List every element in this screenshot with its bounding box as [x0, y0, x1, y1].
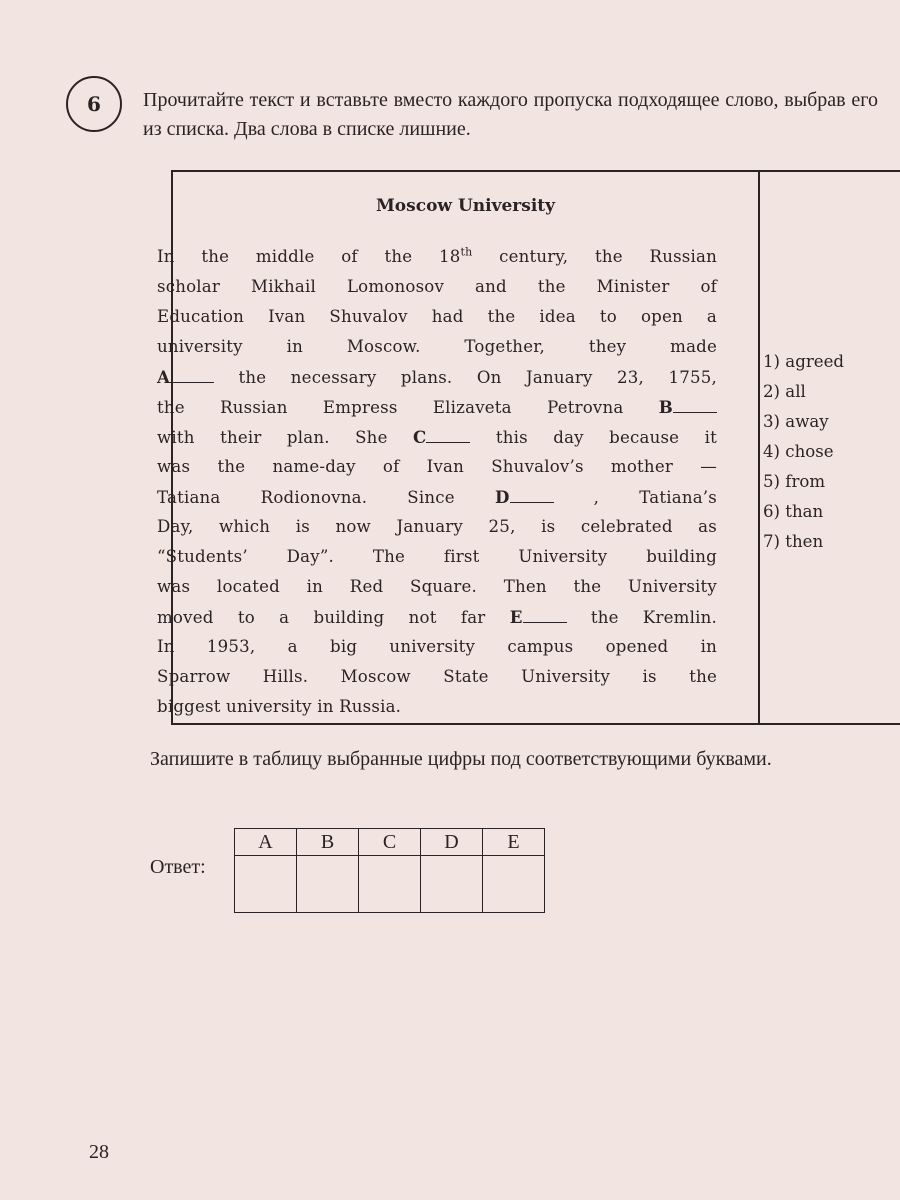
passage-line: [157, 692, 717, 722]
passage-line: [157, 422, 717, 452]
text-segment: moved to a building not far: [157, 608, 510, 627]
answer-column-header: A: [235, 829, 297, 856]
answer-column-header: C: [359, 829, 421, 856]
passage-line: [157, 662, 717, 692]
text-segment: this day because it: [470, 428, 717, 447]
answer-label: Ответ:: [150, 856, 206, 878]
word-list: [763, 347, 844, 557]
passage-text: [157, 242, 717, 722]
text-segment: biggest university in Russia.: [157, 697, 402, 716]
answer-cell[interactable]: [421, 856, 483, 913]
text-segment: the Kremlin.: [566, 608, 717, 627]
text-segment: century, the Russian: [472, 247, 717, 266]
passage-line: [157, 362, 717, 392]
text-segment: university in Moscow. Together, they made: [157, 337, 717, 356]
gap-letter: E: [509, 607, 523, 627]
passage-line: [157, 572, 717, 602]
passage-line: [157, 512, 717, 542]
passage-line: [157, 392, 717, 422]
gap-blank: [673, 396, 717, 413]
word-option: 3) away: [763, 412, 829, 431]
gap-blank: [523, 606, 567, 623]
passage-line: [157, 452, 717, 482]
page-number: 28: [89, 1141, 109, 1163]
answer-instruction: Запишите в таблицу выбранные цифры под соответствующими буквами.: [150, 748, 772, 770]
answer-cell[interactable]: [359, 856, 421, 913]
passage-line: [157, 542, 717, 572]
passage-line: [157, 332, 717, 362]
answer-column-header: D: [421, 829, 483, 856]
answer-cell[interactable]: [235, 856, 297, 913]
gap-letter: A: [157, 367, 171, 387]
passage-line: [157, 602, 717, 632]
gap-letter: C: [413, 427, 427, 447]
passage-title: Moscow University: [375, 196, 556, 216]
text-segment: Day, which is now January 25, is celebrated as: [157, 517, 717, 536]
answer-cell[interactable]: [483, 856, 545, 913]
task-number: 6: [66, 76, 122, 132]
passage-line: [157, 482, 717, 512]
gap-blank: [426, 426, 470, 443]
answer-table: [234, 828, 545, 913]
passage-line: [157, 242, 717, 272]
text-segment: Education Ivan Shuvalov had the idea to open a: [157, 307, 717, 326]
word-option: 4) chose: [763, 442, 834, 461]
answer-cell[interactable]: [297, 856, 359, 913]
text-segment: the Russian Empress Elizaveta Petrovna: [157, 398, 659, 417]
text-segment: the necessary plans. On January 23, 1755,: [214, 368, 717, 387]
text-segment: with their plan. She: [157, 428, 414, 447]
passage-box: [157, 170, 900, 725]
text-segment: scholar Mikhail Lomonosov and the Minister of: [157, 277, 717, 296]
gap-letter: B: [658, 397, 673, 417]
superscript: th: [460, 245, 473, 259]
text-segment: Sparrow Hills. Moscow State University is the: [157, 667, 717, 686]
text-segment: was located in Red Square. Then the University: [157, 577, 717, 596]
task-instruction: Прочитайте текст и вставьте вместо каждого пропуска подходящее слово, выбрав его из списка. Два слова в списке лишние.: [143, 89, 878, 140]
word-option: 7) then: [763, 532, 824, 551]
passage-line: [157, 302, 717, 332]
text-segment: Tatiana Rodionovna. Since: [157, 488, 495, 507]
word-option: 1) agreed: [763, 352, 845, 371]
text-segment: “Students’ Day”. The first University building: [157, 547, 717, 566]
box-divider: [758, 172, 760, 723]
answer-column-header: E: [483, 829, 545, 856]
gap-letter: D: [494, 487, 510, 507]
text-segment: was the name-day of Ivan Shuvalov’s mother —: [157, 457, 717, 476]
text-segment: In the middle of the 18: [157, 247, 461, 266]
gap-blank: [170, 366, 214, 383]
word-option: 2) all: [763, 382, 806, 401]
text-segment: , Tatiana’s: [553, 488, 717, 507]
passage-line: [157, 272, 717, 302]
gap-blank: [510, 486, 554, 503]
word-option: 5) from: [763, 472, 826, 491]
text-segment: In 1953, a big university campus opened in: [157, 637, 717, 656]
answer-column-header: B: [297, 829, 359, 856]
passage-line: [157, 632, 717, 662]
word-option: 6) than: [763, 502, 824, 521]
